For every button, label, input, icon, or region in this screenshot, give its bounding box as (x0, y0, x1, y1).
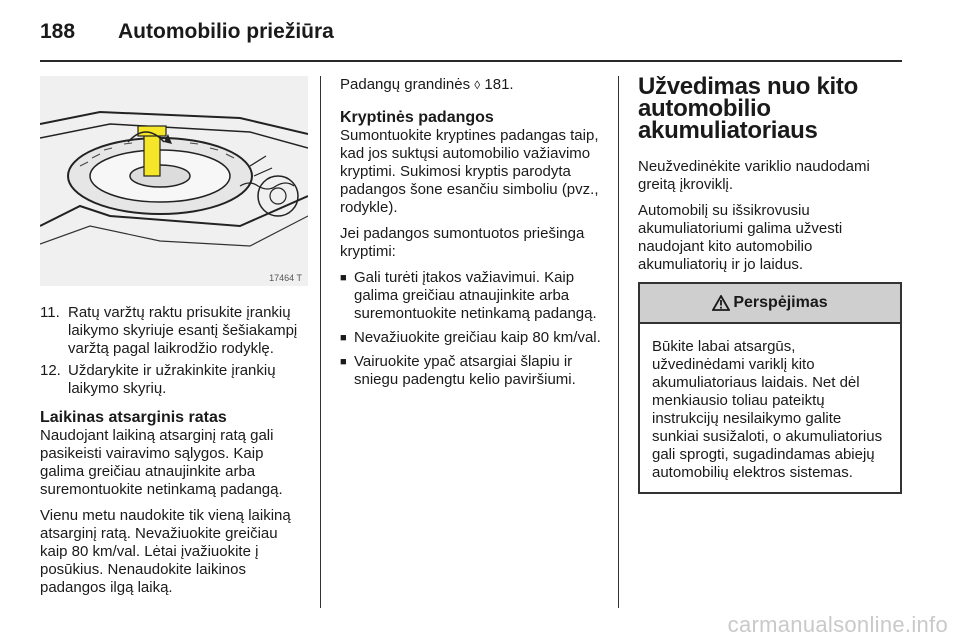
list-item-text: Vairuokite ypač atsargiai šlapiu ir sniegu padengtu kelio paviršiumi. (354, 353, 576, 388)
header-rule (40, 60, 902, 62)
bullet-icon: ■ (340, 356, 347, 368)
page-reference-icon: ◊ (474, 78, 481, 92)
warning-header (640, 284, 900, 324)
paragraph: Naudojant laikiną atsarginį ratą gali pasikeisti vairavimo sąlygos. Kaip galima greičiau atnaujinkite arba suremontuokite netinkamą padangą. (40, 427, 283, 498)
page-header (40, 14, 920, 58)
paragraph: Vienu metu naudokite tik vieną laikiną atsarginį ratą. Nevažiuokite greičiau kaip 80 km/val. Lėtai įvažiuokite į posūkius. Nenaudokite laikinos padangos ilgą laiką. (40, 507, 291, 596)
paragraph: Jei padangos sumontuotos priešinga kryptimi: (340, 225, 585, 260)
section-heading: Kryptinės padangos (340, 109, 494, 126)
paragraph: Automobilį su išsikrovusiu akumuliatoriumi galima užvesti naudojant kito automobilio akumuliatorių ir jo laidus. (638, 202, 843, 273)
spare-wheel-drawing (40, 76, 308, 286)
section-title: Užvedimas nuo kito automobilio akumuliatoriaus (638, 73, 858, 144)
instruction-step (40, 304, 308, 358)
spare-wheel-illustration (40, 76, 308, 286)
list-item (340, 353, 606, 389)
column-divider (618, 76, 619, 608)
figure-code: 17464 T (269, 273, 302, 283)
chains-reference (340, 76, 606, 94)
bullet-icon: ■ (340, 272, 347, 284)
warning-triangle-icon (712, 295, 730, 311)
instruction-step (40, 362, 308, 398)
watermark: carmanualsonline.info (727, 612, 948, 637)
bullet-icon: ■ (340, 332, 347, 344)
list-item-text: Gali turėti įtakos važiavimui. Kaip galima greičiau atnaujinkite arba suremontuokite netinkamą padangą. (354, 269, 597, 322)
column-left (40, 76, 308, 605)
step-number: 12. (40, 362, 61, 379)
page-title: Automobilio priežiūra (118, 20, 334, 43)
page-number: 188 (40, 20, 76, 43)
step-text: Ratų varžtų raktu prisukite įrankių laikymo skyriuje esantį šešiakampį varžtą pagal laikrodžio rodyklę. (68, 304, 298, 357)
column-middle (340, 76, 606, 395)
chains-page[interactable]: 181. (484, 76, 514, 93)
paragraph: Sumontuokite kryptines padangas taip, kad jos suktųsi automobilio važiavimo kryptimi. Sukimosi kryptis parodyta padangos šone esančiu simboliu (pvz., rodykle). (340, 127, 599, 216)
section-heading: Laikinas atsarginis ratas (40, 409, 227, 426)
warning-title: Perspėjimas (733, 294, 828, 311)
paragraph: Neužvedinėkite variklio naudodami greitą įkroviklį. (638, 158, 870, 193)
list-item (340, 329, 606, 347)
list-item (340, 269, 606, 323)
list-item-text: Nevažiuokite greičiau kaip 80 km/val. (354, 329, 601, 346)
step-text: Uždarykite ir užrakinkite įrankių laikymo skyrių. (68, 362, 276, 397)
warning-text: Būkite labai atsargūs, užvedinėdami variklį kito akumuliatoriaus laidais. Net dėl menkiausio toliau pateiktų instrukcijų nesilaikymo galite sunkiai susižaloti, o akumuliatorius gali sprogti, sugadindamas abiejų automobilių elektros sistemas. (652, 338, 883, 481)
column-divider (320, 76, 321, 608)
step-number: 11. (40, 304, 60, 321)
chains-text: Padangų grandinės (340, 76, 471, 93)
warning-box (638, 282, 902, 494)
column-right (638, 73, 902, 494)
